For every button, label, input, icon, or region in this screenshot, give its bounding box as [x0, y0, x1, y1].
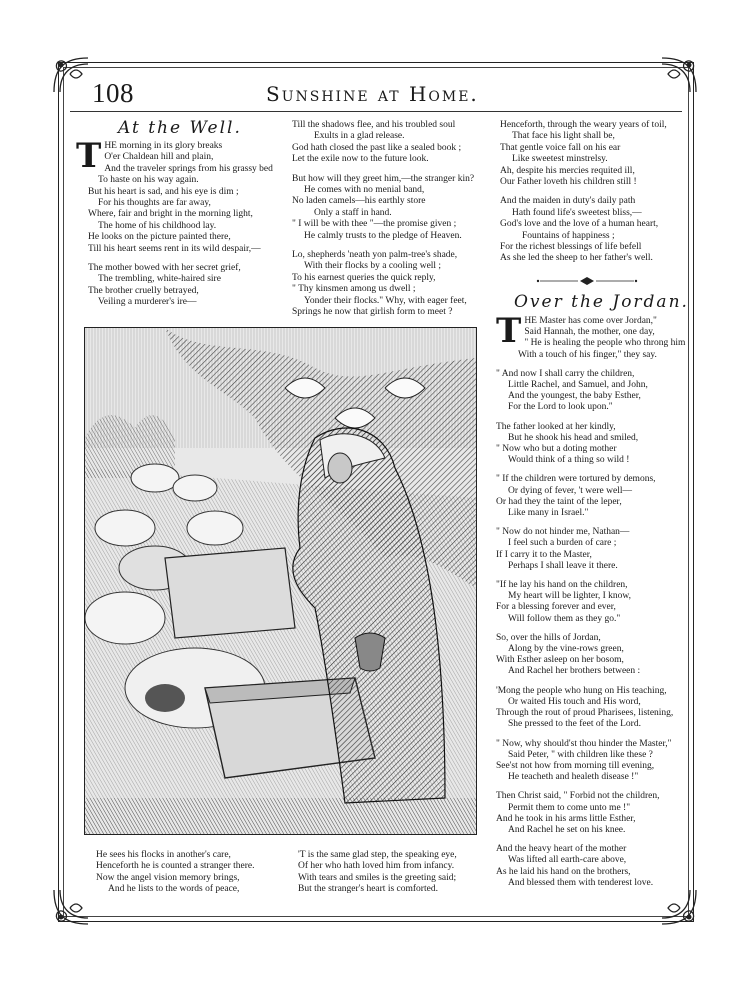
poem-line: The brother cruelly betrayed,	[88, 285, 199, 296]
poem-line: HE Master has come over Jordan,"	[524, 316, 657, 326]
poem-line: God's love and the love of a human heart,	[500, 219, 659, 230]
poem-line: Exults in a glad release.	[314, 131, 405, 142]
poem-line: The home of his childhood lay.	[98, 220, 217, 231]
poem-line: She pressed to the feet of the Lord.	[508, 719, 641, 730]
poem-line: HE morning in its glory breaks	[104, 141, 223, 151]
poem-line: So, over the hills of Jordan,	[496, 632, 601, 643]
poem-line: Henceforth, through the weary years of toil,	[500, 120, 667, 130]
illustration-engraving	[84, 327, 477, 835]
poem-line: He comes with no menial band,	[304, 185, 425, 196]
poem-line: Of her who hath loved him from infancy.	[298, 861, 455, 872]
page-number: 108	[92, 78, 134, 108]
poem-line: Now the angel vision memory brings,	[96, 872, 240, 883]
poem-line: Only a staff in hand.	[314, 207, 392, 218]
poem-line: My heart will be lighter, I know,	[508, 591, 632, 602]
poem-line: And Rachel he set on his knee.	[508, 824, 626, 835]
poem-bottom-mid	[298, 850, 494, 896]
poem-line: "If he lay his hand on the children,	[496, 580, 628, 591]
poem-line: With their flocks by a cooling well ;	[304, 261, 442, 272]
header-divider	[70, 111, 682, 112]
poem-line: He looks on the picture painted there,	[88, 232, 231, 243]
poem-line: " Now do not hinder me, Nathan—	[496, 527, 630, 538]
poem-line: Or waited His touch and His word,	[508, 696, 641, 707]
poem-line: Like sweetest minstrelsy.	[512, 154, 608, 165]
poem-column-1	[76, 136, 286, 309]
poem-line: Was lifted all earth-care above,	[508, 855, 627, 866]
poem-line: " Thy kinsmen among us dwell ;	[292, 284, 416, 295]
poem-line: And the maiden in duty's daily path	[500, 196, 636, 207]
poem-line: To his earnest queries the quick reply,	[292, 272, 436, 283]
poem-line: With a touch of his finger," they say.	[518, 349, 657, 360]
poem-line: But his heart is sad, and his eye is dim ;	[88, 186, 239, 197]
poem-line: And the traveler springs from his grassy bed	[104, 163, 273, 174]
poem-line: And Rachel her brothers between :	[508, 666, 641, 677]
poem-line: For the Lord to look upon."	[508, 402, 613, 413]
poem-line: For the richest blessings of life befell	[500, 242, 642, 253]
poem-line: Hath found life's sweetest bliss,—	[512, 207, 642, 218]
poem-line: He sees his flocks in another's care,	[96, 850, 231, 860]
poem-line: Said Hannah, the mother, one day,	[524, 327, 655, 338]
magazine-title: Sunshine at Home.	[266, 82, 479, 106]
poem-line: Would think of a thing so wild !	[508, 455, 630, 466]
poem-line: O'er Chaldean hill and plain,	[104, 152, 214, 163]
poem-line: He teacheth and healeth disease !"	[508, 772, 639, 783]
corner-ornament-icon	[658, 886, 700, 928]
poem-line: But the stranger's heart is comforted.	[298, 884, 438, 895]
poem-line: That gentle voice fall on his ear	[500, 142, 621, 153]
drop-cap: T	[76, 136, 102, 176]
poem-column-3	[500, 120, 685, 265]
poem-line: God hath closed the past like a sealed book ;	[292, 142, 462, 153]
poem-line: " And now I shall carry the children,	[496, 368, 635, 379]
corner-ornament-icon	[50, 886, 92, 928]
poem-line: With tears and smiles is the greeting said;	[298, 872, 457, 883]
poem-line: Through the rout of proud Pharisees, listening,	[496, 708, 674, 719]
poem-line: Till the shadows flee, and his troubled soul	[292, 120, 456, 130]
poem-line: Let the exile now to the future look.	[292, 154, 429, 165]
poem-line: As he laid his hand on the brothers,	[496, 866, 631, 877]
poem-line: Then Christ said, " Forbid not the children,	[496, 791, 660, 802]
poem-line: And the heavy heart of the mother	[496, 844, 627, 855]
ornament-divider-icon	[500, 273, 674, 283]
page-header	[70, 74, 682, 110]
poem-line: Perhaps I shall leave it there.	[508, 560, 618, 571]
poem-line: That face his light shall be,	[512, 131, 615, 142]
poem-line: Little Rachel, and Samuel, and John,	[508, 380, 648, 391]
poem-line: And the youngest, the baby Esther,	[508, 391, 641, 402]
poem-line: 'Mong the people who hung on His teaching,	[496, 685, 667, 696]
poem-line: Till his heart seems rent in its wild despair,—	[88, 243, 261, 254]
poem-line: " He is healing the people who throng him	[524, 338, 686, 349]
poem-line: Veiling a murderer's ire—	[98, 297, 197, 308]
poem-line: For a blessing forever and ever,	[496, 602, 616, 613]
poem-line: Like many in Israel."	[508, 508, 589, 519]
poem-line: See'st not how from morning till evening,	[496, 760, 655, 771]
engraving-icon	[85, 328, 476, 834]
poem-line: Yonder their flocks." Why, with eager feet,	[304, 295, 467, 306]
poem-line: Said Peter, " with children like these ?	[508, 749, 653, 760]
poem-line: Or had they the taint of the leper,	[496, 496, 622, 507]
poem-line: As she led the sheep to her father's well.	[500, 253, 653, 264]
poem-line: To haste on his way again.	[98, 175, 199, 186]
poem-line: Our Father loveth his children still !	[500, 177, 637, 188]
drop-cap: T	[496, 311, 522, 351]
poem-column-jordan	[496, 311, 686, 889]
poem-line: " I will be with thee "—the promise given ;	[292, 219, 457, 230]
poem-line: Along by the vine-rows green,	[508, 644, 624, 655]
poem-line: " Now, why should'st thou hinder the Master,"	[496, 738, 672, 749]
poem-line: " If the children were tortured by demons,	[496, 474, 656, 485]
poem-line: He calmly trusts to the pledge of Heaven.	[304, 230, 462, 241]
poem-line: Springs he now that girlish form to meet ?	[292, 307, 453, 318]
poem-line: No laden camels—his earthly store	[292, 196, 426, 207]
poem-line: But how will they greet him,—the stranger kin?	[292, 173, 475, 184]
poem-column-2	[292, 120, 488, 319]
poem-line: The trembling, white-haired sire	[98, 274, 221, 285]
poem-title-over-the-jordan: Over the Jordan.	[514, 292, 689, 312]
poem-line: The mother bowed with her secret grief,	[88, 263, 241, 274]
poem-bottom-left	[96, 850, 296, 896]
poem-line: 'T is the same glad step, the speaking eye,	[298, 850, 457, 860]
poem-line: The father looked at her kindly,	[496, 421, 616, 432]
poem-line: With Esther asleep on her bosom,	[496, 655, 624, 666]
poem-line: Fountains of happiness ;	[522, 230, 615, 241]
poem-line: Where, fair and bright in the morning light,	[88, 209, 253, 220]
poem-line: " Now who but a doting mother	[496, 444, 617, 455]
poem-line: Will follow them as they go."	[508, 613, 621, 624]
poem-line: And he took in his arms little Esther,	[496, 813, 636, 824]
poem-line: But he shook his head and smiled,	[508, 432, 639, 443]
poem-line: Henceforth he is counted a stranger there.	[96, 861, 255, 872]
poem-line: Permit them to come unto me !"	[508, 802, 631, 813]
poem-title-at-the-well: At the Well.	[118, 118, 242, 138]
poem-line: Or dying of fever, 't were well—	[508, 485, 632, 496]
poem-line: I feel such a burden of care ;	[508, 538, 617, 549]
poem-line: And blessed them with tenderest love.	[508, 877, 654, 888]
poem-line: For his thoughts are far away,	[98, 198, 211, 209]
poem-line: And he lists to the words of peace,	[108, 884, 240, 895]
poem-line: If I carry it to the Master,	[496, 549, 592, 560]
poem-line: Lo, shepherds 'neath yon palm-tree's shade,	[292, 250, 458, 261]
poem-line: Ah, despite his mercies requited ill,	[500, 165, 635, 176]
